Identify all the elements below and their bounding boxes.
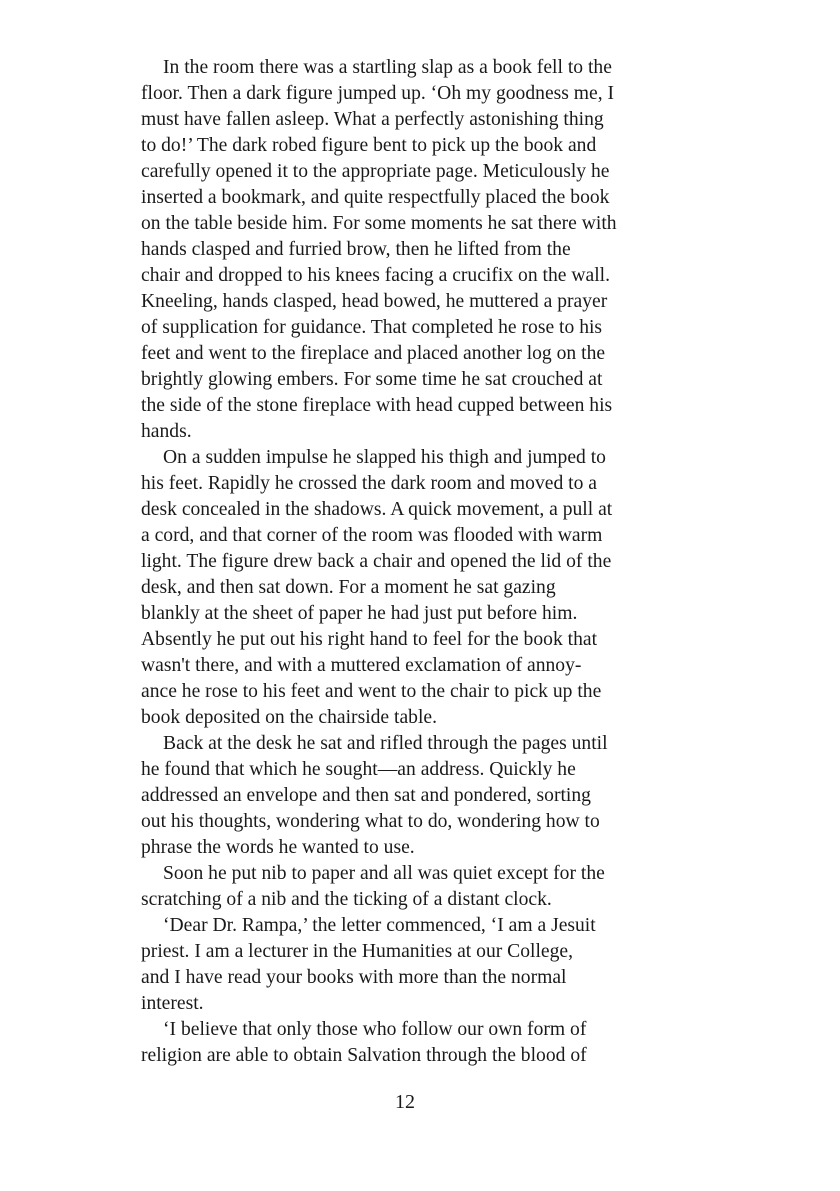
text-line: the side of the stone fireplace with head cupped between his [141, 395, 613, 416]
text-line: Soon he put nib to paper and all was quiet except for the [163, 863, 605, 884]
text-line: desk, and then sat down. For a moment he sat gazing [141, 577, 556, 598]
page-number: 12 [395, 1091, 415, 1113]
text-line: interest. [141, 993, 204, 1014]
text-line: ‘I believe that only those who follow our own form of [163, 1019, 587, 1040]
text-line: and I have read your books with more than the normal [141, 967, 567, 988]
text-line: addressed an envelope and then sat and pondered, sorting [141, 785, 591, 806]
text-line: of supplication for guidance. That completed he rose to his [141, 317, 603, 338]
text-line: he found that which he sought—an address. Quickly he [141, 759, 576, 780]
text-line: must have fallen asleep. What a perfectly astonishing thing [141, 109, 604, 130]
text-line: Kneeling, hands clasped, head bowed, he muttered a prayer [141, 291, 608, 312]
text-line: religion are able to obtain Salvation through the blood of [141, 1045, 587, 1066]
text-line: Back at the desk he sat and rifled through the pages until [163, 733, 608, 754]
text-line: scratching of a nib and the ticking of a distant clock. [141, 889, 552, 910]
text-line: brightly glowing embers. For some time he sat crouched at [141, 369, 603, 390]
text-line: light. The figure drew back a chair and opened the lid of the [141, 551, 612, 572]
text-line: on the table beside him. For some moments he sat there with [141, 213, 617, 234]
text-line: book deposited on the chairside table. [141, 707, 438, 728]
text-line: desk concealed in the shadows. A quick movement, a pull at [141, 499, 613, 520]
text-line: feet and went to the fireplace and placed another log on the [141, 343, 606, 364]
text-line: hands. [141, 421, 192, 442]
text-line: chair and dropped to his knees facing a crucifix on the wall. [141, 265, 610, 286]
text-line: In the room there was a startling slap as a book fell to the [163, 57, 612, 78]
text-line: his feet. Rapidly he crossed the dark room and moved to a [141, 473, 597, 494]
text-line: inserted a bookmark, and quite respectfully placed the book [141, 187, 610, 208]
text-line: ance he rose to his feet and went to the chair to pick up the [141, 681, 602, 702]
text-line: out his thoughts, wondering what to do, wondering how to [141, 811, 600, 832]
body-text [141, 55, 701, 1069]
text-line: floor. Then a dark figure jumped up. ‘Oh my goodness me, I [141, 83, 615, 104]
text-line: Absently he put out his right hand to feel for the book that [141, 629, 598, 650]
text-line: hands clasped and furried brow, then he lifted from the [141, 239, 571, 260]
text-line: to do!’ The dark robed figure bent to pick up the book and [141, 135, 597, 156]
text-line: carefully opened it to the appropriate page. Meticulously he [141, 161, 610, 182]
text-line: a cord, and that corner of the room was flooded with warm [141, 525, 603, 546]
text-line: phrase the words he wanted to use. [141, 837, 415, 858]
text-line: blankly at the sheet of paper he had just put before him. [141, 603, 578, 624]
text-line: priest. I am a lecturer in the Humanities at our College, [141, 941, 574, 962]
text-line: On a sudden impulse he slapped his thigh and jumped to [163, 447, 606, 468]
text-line: ‘Dear Dr. Rampa,’ the letter commenced, ‘I am a Jesuit [163, 915, 596, 936]
text-line: wasn't there, and with a muttered exclamation of annoy- [141, 655, 582, 676]
